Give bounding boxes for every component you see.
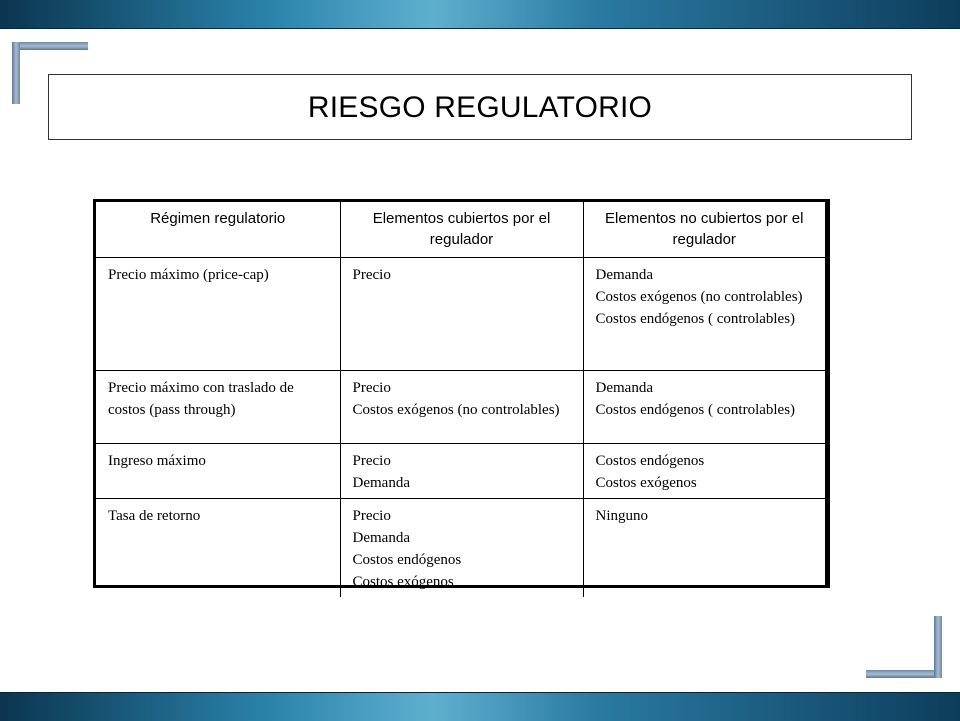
- covered-item: Costos exógenos (no controlables): [352, 401, 560, 418]
- table-header-row: [96, 202, 825, 257]
- covered-cell: [340, 498, 583, 597]
- not-covered-item: Ninguno: [595, 507, 648, 524]
- not-covered-item: Demanda: [595, 379, 653, 396]
- regulatory-regime-table: [93, 199, 830, 588]
- regime-cell: Ingreso máximo: [96, 443, 340, 498]
- table-row: [96, 370, 825, 443]
- covered-item: Demanda: [352, 474, 410, 491]
- not-covered-cell: [583, 257, 825, 370]
- covered-cell: [340, 370, 583, 443]
- bottom-decorative-bar: [0, 692, 960, 721]
- not-covered-item: Costos exógenos (no controlables): [595, 288, 803, 305]
- header-covered: Elementos cubiertos por el regulador: [340, 202, 583, 257]
- covered-item: Precio: [352, 266, 391, 283]
- bottom-right-corner-bracket: [866, 616, 942, 678]
- regime-cell: Precio máximo con traslado de costos (pass through): [96, 370, 340, 443]
- not-covered-cell: [583, 370, 825, 443]
- header-not-covered: Elementos no cubiertos por el regulador: [583, 202, 825, 257]
- table-row: [96, 257, 825, 370]
- not-covered-item: Costos endógenos: [595, 452, 705, 469]
- covered-item: Costos endógenos: [352, 551, 462, 568]
- covered-item: Precio: [352, 379, 391, 396]
- covered-cell: [340, 443, 583, 498]
- not-covered-cell: [583, 443, 825, 498]
- covered-cell: [340, 257, 583, 370]
- table-row: [96, 443, 825, 498]
- covered-item: Costos exógenos: [352, 573, 454, 590]
- not-covered-cell: [583, 498, 825, 597]
- not-covered-item: Costos endógenos ( controlables): [595, 401, 796, 418]
- covered-item: Demanda: [352, 529, 410, 546]
- not-covered-item: Costos endógenos ( controlables): [595, 310, 796, 327]
- header-regime: Régimen regulatorio: [96, 202, 340, 257]
- covered-item: Precio: [352, 507, 391, 524]
- not-covered-item: Demanda: [595, 266, 653, 283]
- regime-cell: Precio máximo (price-cap): [96, 257, 340, 370]
- title-box: [48, 74, 912, 140]
- top-decorative-bar: [0, 0, 960, 29]
- covered-item: Precio: [352, 452, 391, 469]
- slide-title: RIESGO REGULATORIO: [307, 91, 653, 124]
- regime-cell: Tasa de retorno: [96, 498, 340, 597]
- table-row: [96, 498, 825, 597]
- not-covered-item: Costos exógenos: [595, 474, 697, 491]
